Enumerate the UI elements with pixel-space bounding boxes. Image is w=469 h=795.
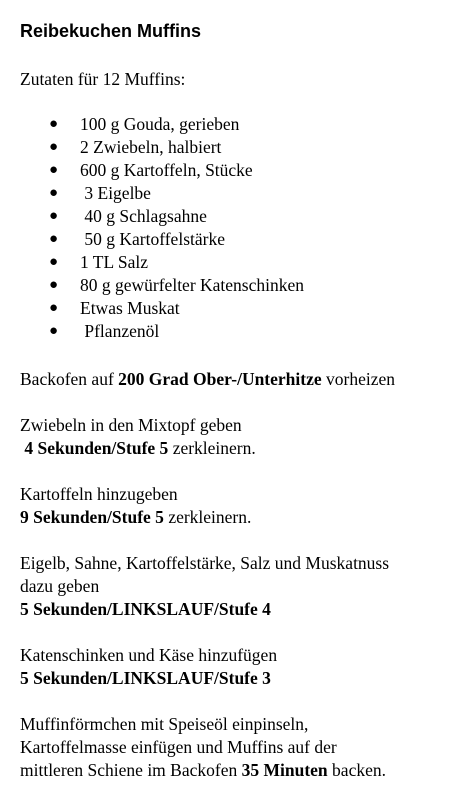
bullet-icon: ● xyxy=(49,185,59,201)
bullet-icon: ● xyxy=(49,116,59,132)
ingredient-item: ● 600 g Kartoffeln, Stücke xyxy=(49,160,253,180)
recipe-title: Reibekuchen Muffins xyxy=(20,21,202,41)
ingredient-item: ● 80 g gewürfelter Katenschinken xyxy=(49,275,305,295)
step-potatoes: Kartoffeln hinzugeben 9 Sekunden/Stufe 5 zerkleinern. xyxy=(20,484,252,527)
bullet-icon: ● xyxy=(49,277,59,293)
ingredient-item: ● 1 TL Salz xyxy=(49,252,149,272)
step-onions: Zwiebeln in den Mixtopf geben 4 Sekunden/Stufe 5 zerkleinern. xyxy=(20,415,256,458)
step-ham: Katenschinken und Käse hinzufügen 5 Sekunden/LINKSLAUF/Stufe 3 xyxy=(20,645,278,688)
bullet-icon: ● xyxy=(49,254,59,270)
ingredient-item: ● 3 Eigelbe xyxy=(49,183,151,203)
bullet-icon: ● xyxy=(49,231,59,247)
ingredient-list xyxy=(20,113,460,343)
bullet-icon: ● xyxy=(49,300,59,316)
ingredient-item: ● 2 Zwiebeln, halbiert xyxy=(49,137,222,157)
ingredients-intro: Zutaten für 12 Muffins: xyxy=(20,69,186,89)
ingredient-item: ● Etwas Muskat xyxy=(49,298,180,318)
ingredient-item: ● 50 g Kartoffelstärke xyxy=(49,229,225,249)
step-oven: Backofen auf 200 Grad Ober-/Unterhitze vorheizen xyxy=(20,369,396,389)
ingredient-item: ● 100 g Gouda, gerieben xyxy=(49,114,240,134)
bullet-icon: ● xyxy=(49,162,59,178)
ingredient-item: ● Pflanzenöl xyxy=(49,321,160,341)
recipe-document xyxy=(20,19,460,782)
ingredient-item: ● 40 g Schlagsahne xyxy=(49,206,207,226)
bullet-icon: ● xyxy=(49,323,59,339)
bullet-icon: ● xyxy=(49,139,59,155)
step-egg: Eigelb, Sahne, Kartoffelstärke, Salz und Muskatnuss dazu geben 5 Sekunden/LINKSLAUF/Stufe 4 xyxy=(20,553,390,619)
step-bake: Muffinförmchen mit Speiseöl einpinseln, Kartoffelmasse einfügen und Muffins auf der mittleren Schiene im Backofen 35 Minuten backen. xyxy=(20,714,386,780)
bullet-icon: ● xyxy=(49,208,59,224)
